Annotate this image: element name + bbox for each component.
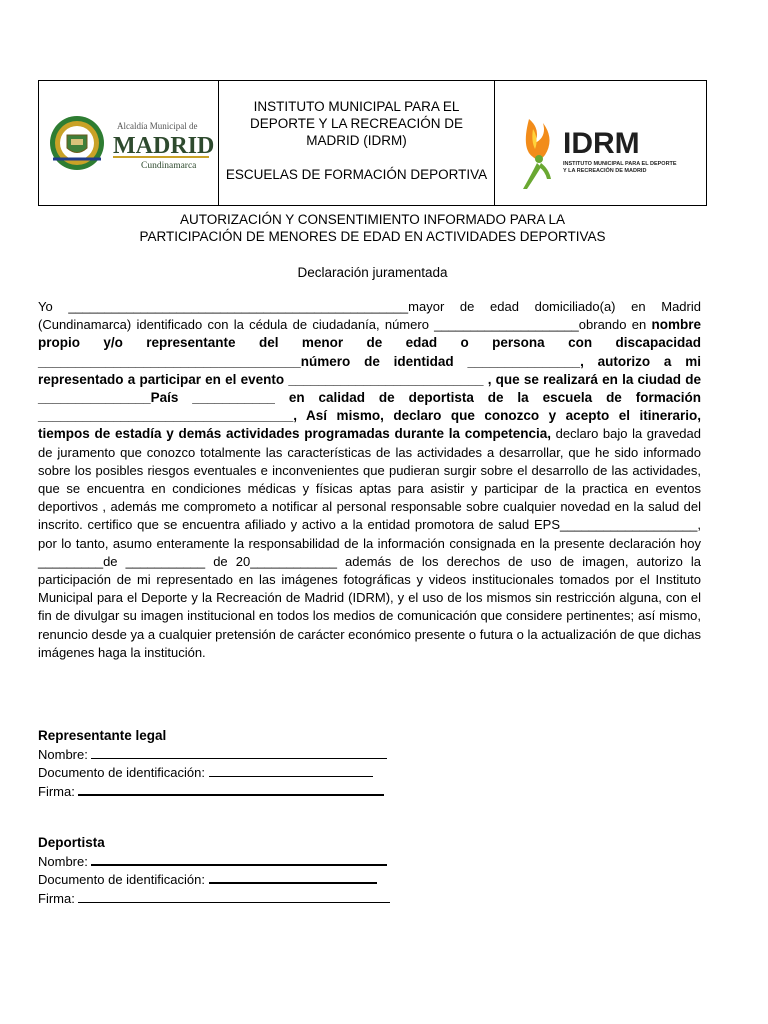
sign-label: Firma:: [38, 783, 75, 799]
sign-field-line[interactable]: [78, 784, 384, 796]
athlete-name-row: [38, 853, 390, 872]
legal-rep-name-row: [38, 746, 387, 765]
name-label: Nombre:: [38, 853, 88, 869]
doc-label: Documento de identificación:: [38, 872, 205, 887]
legal-representative-section: [38, 727, 387, 801]
header-title-cell: [219, 81, 495, 205]
name-label: Nombre:: [38, 746, 88, 762]
doc-label: Documento de identificación:: [38, 765, 205, 780]
program-name: ESCUELAS DE FORMACIÓN DEPORTIVA: [225, 167, 488, 182]
declaration-body: [38, 298, 701, 662]
idrm-text: IDRM: [563, 127, 640, 160]
doc-field-line[interactable]: [209, 765, 373, 777]
body-part-2-bold: nombre propio y/o representante del menor de edad o persona con discapacidad ___________________________________número de identidad _______________, autorizo a mi representado a participar en el evento __________________________ , que se realizará en la ciudad de _______________País ___________ en calidad de deportista de la escuela de formación __________________________________, Así mismo, declaro que conozco y acepto el itinerario, tiempos de estadía y demás actividades programadas durante la competencia,: [38, 317, 701, 442]
logo-top-text: Alcaldía Municipal de: [117, 121, 198, 131]
sign-label: Firma:: [38, 890, 75, 906]
alcaldia-madrid-logo: [49, 115, 214, 175]
header-left-cell: [39, 81, 219, 205]
institute-name: INSTITUTO MUNICIPAL PARA EL DEPORTE Y LA RECREACIÓN DE MADRID (IDRM): [249, 99, 464, 148]
athlete-sign-row: [38, 890, 390, 909]
athlete-section: [38, 834, 390, 908]
title-line-2: PARTICIPACIÓN DE MENORES DE EDAD EN ACTIVIDADES DEPORTIVAS: [139, 229, 606, 244]
logo-bottom-text: Cundinamarca: [141, 161, 197, 171]
legal-rep-sign-row: [38, 783, 387, 802]
document-title: [38, 211, 707, 245]
athlete-doc-row: [38, 871, 390, 890]
idrm-logo: [511, 109, 691, 193]
body-part-3: declaro bajo la gravedad de juramento que conozco totalmente las características de las actividades a desarrollar, que he sido informado sobre los posibles riesgos eventuales e inconvenientes que pudieran surgir sobre el desarrollo de las actividades, que se encuentra en condiciones médicas y físicas aptas para asistir y participar de la practica en eventos deportivos , además me comprometo a notificar al personal responsable sobre cualquier novedad en la salud del inscrito. certifico que se encuentra afiliado y activo a la entidad promotora de salud EPS___________________, por lo tanto, asumo enteramente la responsabilidad de la información consignada en la presente declaración hoy _________de ___________ de 20____________ además de los derechos de uso de imagen, autorizo la participación de mi representado en las imágenes fotográficas y videos institucionales tomados por el Instituto Municipal para el Deporte y la Recreación de Madrid (IDRM), y el uso de los mismos sin restricción alguna, con el fin de divulgar su imagen institucional en todos los medios de comunicación que considere pertinentes; así mismo, renuncio desde ya a cualquier pretensión de carácter económico presente o futura o la actualización de que dichas imágenes haga la institución.: [38, 426, 701, 660]
name-field-line[interactable]: [91, 854, 387, 866]
doc-field-line[interactable]: [209, 872, 377, 884]
idrm-sub-line2: Y LA RECREACIÓN DE MADRID: [563, 168, 647, 174]
legal-rep-heading: Representante legal: [38, 728, 167, 743]
idrm-sub-line1: INSTITUTO MUNICIPAL PARA EL DEPORTE: [563, 161, 677, 167]
declaration-heading: Declaración juramentada: [297, 265, 448, 280]
title-line-1: AUTORIZACIÓN Y CONSENTIMIENTO INFORMADO PARA LA: [179, 212, 566, 227]
body-part-1: Yo _______________________________________________mayor de edad domiciliado(a) en Madrid (Cundinamarca) identificado con la cédula de ciudadanía, número ____________________obrando en: [38, 299, 701, 333]
sign-field-line[interactable]: [78, 891, 390, 903]
header-right-cell: [495, 81, 706, 205]
header-table: [38, 80, 707, 206]
name-field-line[interactable]: [91, 747, 387, 759]
athlete-heading: Deportista: [38, 835, 105, 850]
logo-main-text: MADRID: [113, 133, 214, 159]
legal-rep-doc-row: [38, 764, 387, 783]
